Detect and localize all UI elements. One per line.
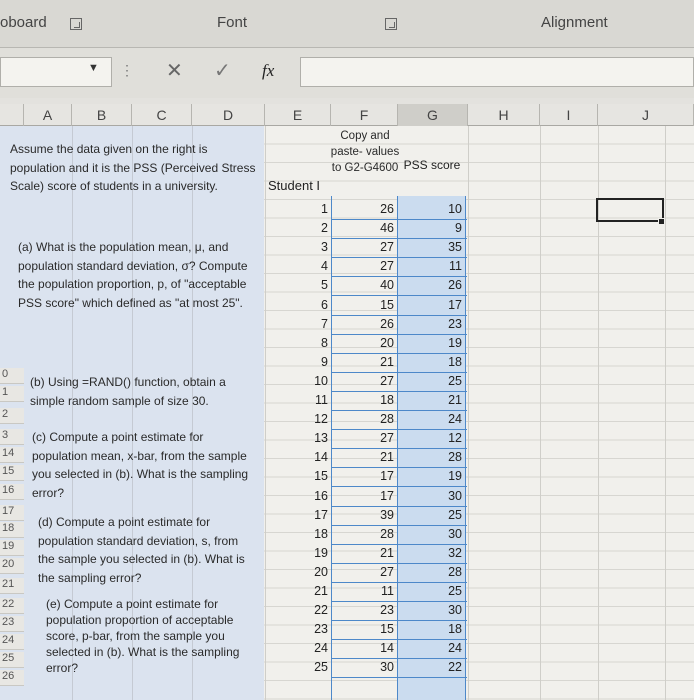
pss-score-cell[interactable]: 22 [448, 660, 462, 674]
row-rule [331, 639, 467, 640]
student-id-cell[interactable]: 24 [314, 641, 328, 655]
student-id-cell[interactable]: 15 [314, 469, 328, 483]
pss-score-cell[interactable]: 28 [448, 450, 462, 464]
row-header[interactable]: 2 [0, 408, 24, 424]
student-id-cell[interactable]: 8 [321, 336, 328, 350]
student-id-cell[interactable]: 19 [314, 546, 328, 560]
student-id-cell[interactable]: 10 [314, 374, 328, 388]
select-all-corner[interactable] [0, 104, 24, 126]
pss-score-cell[interactable]: 32 [448, 546, 462, 560]
question-c: (c) Compute a point estimate for population mean, x-bar, from the sample you selected in (b). What is the sampling error? [32, 430, 249, 500]
pss-score-cell[interactable]: 9 [455, 221, 462, 235]
pss-score-cell[interactable]: 24 [448, 412, 462, 426]
student-id-cell[interactable]: 9 [321, 355, 328, 369]
copy-value-cell[interactable]: 17 [380, 489, 394, 503]
pss-score-cell[interactable]: 11 [449, 259, 462, 273]
row-rule [331, 391, 467, 392]
row-header[interactable]: 19 [0, 540, 24, 556]
copy-value-cell[interactable]: 11 [381, 584, 394, 598]
table-header-student: Student I [268, 178, 321, 193]
copy-value-cell[interactable]: 14 [380, 641, 394, 655]
column-header-a[interactable]: A [24, 104, 72, 126]
row-header[interactable]: 0 [0, 368, 24, 384]
copy-value-cell[interactable]: 21 [380, 355, 394, 369]
row-rule [331, 238, 467, 239]
ribbon-group-font-label: Font [217, 14, 248, 31]
row-rule [331, 295, 467, 296]
ribbon-group-alignment-label: Alignment [541, 14, 608, 31]
pss-score-cell[interactable]: 18 [448, 622, 462, 636]
row-rule [331, 544, 467, 545]
pss-score-cell[interactable]: 35 [448, 240, 462, 254]
fill-handle[interactable] [658, 218, 665, 225]
row-header[interactable]: 26 [0, 670, 24, 686]
row-rule [331, 582, 467, 583]
copy-value-cell[interactable]: 21 [380, 450, 394, 464]
selected-cell[interactable] [596, 198, 664, 222]
pss-score-cell[interactable]: 25 [448, 508, 462, 522]
student-id-cell[interactable]: 4 [321, 259, 328, 273]
student-id-cell[interactable]: 20 [314, 565, 328, 579]
row-header[interactable]: 24 [0, 634, 24, 650]
pss-score-cell[interactable]: 21 [448, 393, 462, 407]
pss-score-cell[interactable]: 12 [448, 431, 462, 445]
student-id-cell[interactable]: 3 [321, 240, 328, 254]
student-id-cell[interactable]: 16 [314, 489, 328, 503]
pss-score-cell[interactable]: 28 [448, 565, 462, 579]
column-header-d[interactable]: D [192, 104, 265, 126]
pss-score-cell[interactable]: 19 [448, 336, 462, 350]
pss-score-cell[interactable]: 19 [448, 469, 462, 483]
copy-value-cell[interactable]: 23 [380, 603, 394, 617]
student-id-cell[interactable]: 23 [314, 622, 328, 636]
student-id-cell[interactable]: 21 [314, 584, 328, 598]
row-rule [331, 257, 467, 258]
copy-value-cell[interactable]: 26 [380, 202, 394, 216]
row-header[interactable]: 15 [0, 465, 24, 481]
pss-score-cell[interactable]: 30 [448, 527, 462, 541]
row-rule [331, 506, 467, 507]
pss-score-cell[interactable]: 26 [448, 278, 462, 292]
column-header-j[interactable]: J [598, 104, 694, 126]
formula-bar [0, 48, 694, 98]
row-rule [331, 620, 467, 621]
copy-value-cell[interactable]: 27 [380, 374, 394, 388]
row-rule [331, 677, 467, 678]
row-header[interactable]: 14 [0, 447, 24, 463]
question-e: (e) Compute a point estimate for population proportion of acceptable score, p-bar, from the sample you selected in (b). What is the sampling error? [46, 597, 240, 675]
copy-value-cell[interactable]: 27 [380, 240, 394, 254]
column-header-e[interactable]: E [265, 104, 331, 126]
pss-score-cell[interactable]: 10 [448, 202, 462, 216]
question-b: (b) Using =RAND() function, obtain a simple random sample of size 30. [30, 375, 226, 408]
row-rule [331, 353, 467, 354]
question-intro: Assume the data given on the right is population and it is the PSS (Perceived Stress Scale) score of students in a university. [10, 142, 256, 194]
student-id-cell[interactable]: 12 [314, 412, 328, 426]
student-id-cell[interactable]: 5 [321, 278, 328, 292]
student-id-cell[interactable]: 7 [321, 317, 328, 331]
font-dialog-launcher-icon[interactable] [385, 18, 397, 30]
pss-score-cell[interactable]: 18 [448, 355, 462, 369]
ribbon-group-clipboard-label: oboard [0, 14, 47, 31]
copy-value-cell[interactable]: 15 [380, 622, 394, 636]
column-header-c[interactable]: C [132, 104, 192, 126]
formula-bar-grip-icon[interactable]: ⋮ [120, 62, 134, 78]
copy-value-cell[interactable]: 18 [380, 393, 394, 407]
student-id-cell[interactable]: 25 [314, 660, 328, 674]
student-id-cell[interactable]: 6 [321, 298, 328, 312]
copy-value-cell[interactable]: 17 [380, 469, 394, 483]
row-header[interactable]: 18 [0, 522, 24, 538]
pss-score-cell[interactable]: 17 [448, 298, 462, 312]
row-header[interactable]: 23 [0, 616, 24, 632]
student-id-cell[interactable]: 22 [314, 603, 328, 617]
copy-value-cell[interactable]: 27 [380, 259, 394, 273]
row-rule [331, 563, 467, 564]
student-id-cell[interactable]: 14 [314, 450, 328, 464]
question-a: (a) What is the population mean, μ, and population standard deviation, σ? Compute the population proportion, p, of "acceptable PSS score" which defined as "at most 25". [18, 240, 248, 310]
copy-value-cell[interactable]: 27 [380, 431, 394, 445]
row-rule [331, 334, 467, 335]
copy-value-cell[interactable]: 20 [380, 336, 394, 350]
row-header[interactable]: 1 [0, 386, 24, 402]
row-header[interactable]: 25 [0, 652, 24, 668]
copy-value-cell[interactable]: 30 [380, 660, 394, 674]
copy-value-cell[interactable]: 15 [380, 298, 394, 312]
copy-value-cell[interactable]: 28 [380, 412, 394, 426]
copy-value-cell[interactable]: 40 [380, 278, 394, 292]
row-rule [331, 448, 467, 449]
question-d: (d) Compute a point estimate for population standard deviation, s, from the sample you selected in (b). What is the sampling error? [38, 515, 245, 585]
row-header-column [0, 126, 24, 700]
copy-value-cell[interactable]: 39 [380, 508, 394, 522]
table-header-copy: Copy and paste- values to G2-G4600 [330, 130, 400, 174]
ribbon [0, 0, 694, 48]
student-id-cell[interactable]: 17 [314, 508, 328, 522]
row-rule [331, 467, 467, 468]
row-rule [331, 372, 467, 373]
student-id-cell[interactable]: 1 [321, 202, 328, 216]
row-rule [331, 658, 467, 659]
row-rule [331, 525, 467, 526]
row-rule [331, 410, 467, 411]
pss-score-cell[interactable]: 30 [448, 603, 462, 617]
column-header-h[interactable]: H [468, 104, 540, 126]
row-header[interactable]: 21 [0, 578, 24, 594]
copy-value-cell[interactable]: 28 [380, 527, 394, 541]
pss-score-cell[interactable]: 25 [448, 374, 462, 388]
row-header[interactable]: 17 [0, 505, 24, 521]
row-header[interactable]: 22 [0, 598, 24, 614]
row-rule [331, 315, 467, 316]
row-rule [331, 486, 467, 487]
row-header[interactable]: 20 [0, 558, 24, 574]
enter-button[interactable]: ✓ [214, 60, 231, 82]
pss-score-cell[interactable]: 24 [448, 641, 462, 655]
row-rule [331, 601, 467, 602]
student-id-cell[interactable]: 11 [315, 393, 328, 407]
copy-value-cell[interactable]: 21 [380, 546, 394, 560]
table-header-pss: PSS score [403, 158, 461, 172]
row-rule [331, 219, 467, 220]
column-header-f[interactable]: F [331, 104, 398, 126]
copy-value-cell[interactable]: 27 [380, 565, 394, 579]
copy-value-cell[interactable]: 46 [380, 221, 394, 235]
name-box-dropdown-icon[interactable]: ▼ [88, 62, 99, 74]
pss-score-cell[interactable]: 30 [448, 489, 462, 503]
row-header[interactable]: 16 [0, 484, 24, 500]
column-header-i[interactable]: I [540, 104, 598, 126]
copy-value-cell[interactable]: 26 [380, 317, 394, 331]
clipboard-dialog-launcher-icon[interactable] [70, 18, 82, 30]
column-header-b[interactable]: B [72, 104, 132, 126]
column-header-row [0, 104, 694, 126]
student-id-cell[interactable]: 18 [314, 527, 328, 541]
student-id-cell[interactable]: 13 [314, 431, 328, 445]
row-header[interactable]: 3 [0, 429, 24, 445]
row-rule [331, 276, 467, 277]
formula-input[interactable] [300, 57, 694, 87]
pss-score-cell[interactable]: 25 [448, 584, 462, 598]
student-id-cell[interactable]: 2 [321, 221, 328, 235]
column-header-g[interactable]: G [398, 104, 468, 126]
pss-score-cell[interactable]: 23 [448, 317, 462, 331]
cancel-entry-button[interactable]: ✕ [166, 60, 183, 82]
insert-function-button[interactable]: fx [262, 61, 275, 80]
row-rule [331, 429, 467, 430]
